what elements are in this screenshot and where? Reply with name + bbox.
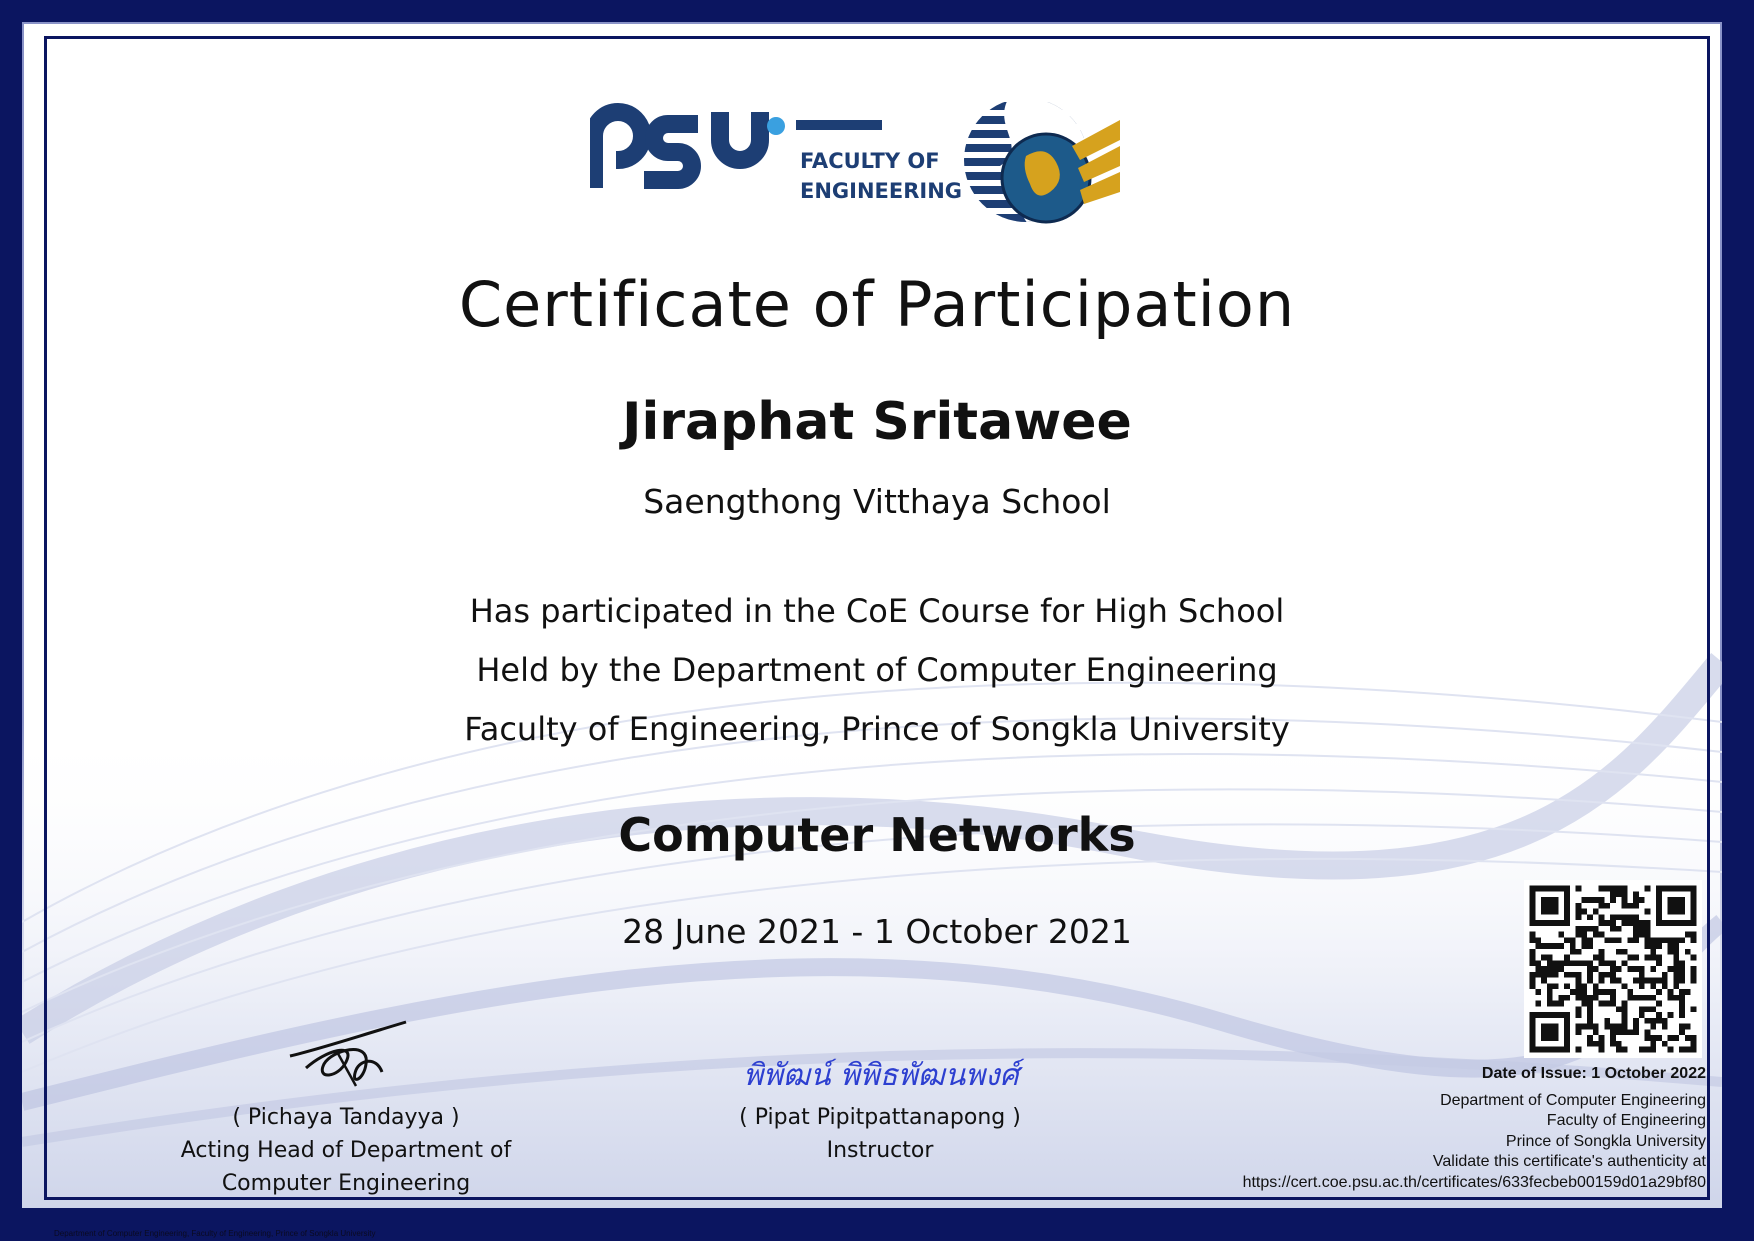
engineering-emblem (964, 96, 1120, 226)
course-dates: 28 June 2021 - 1 October 2021 (622, 912, 1132, 951)
signatory-name: ( Pichaya Tandayya ) (232, 1105, 460, 1130)
issuer-faculty: Faculty of Engineering (1546, 1112, 1706, 1129)
issue-info (1243, 1064, 1706, 1193)
recipient-school: Saengthong Vitthaya School (643, 482, 1111, 521)
faculty-logo-text-2: ENGINEERING (800, 179, 963, 203)
signature-block-head (150, 1101, 542, 1200)
faculty-logo-text-1: FACULTY OF (800, 149, 940, 173)
signature-block-instructor (680, 1101, 1080, 1167)
validate-url-link[interactable]: https://cert.coe.psu.ac.th/certificates/633fecbeb00159d01a29bf80 (1242, 1173, 1706, 1191)
footer-text: Department of Computer Engineering, Faculty of Engineering, Prince of Songkla University (54, 1229, 376, 1238)
date-of-issue: Date of Issue: 1 October 2022 (1481, 1065, 1706, 1082)
signatory-title: Acting Head of Department of (180, 1138, 512, 1163)
psu-logo (590, 96, 1180, 236)
participation-line-1: Has participated in the CoE Course for High School (469, 592, 1285, 630)
issuer-department: Department of Computer Engineering (1440, 1091, 1706, 1109)
header-logos (590, 96, 1180, 236)
signatory-name: ( Pipat Pipitpattanapong ) (739, 1105, 1021, 1130)
participation-line-2: Held by the Department of Computer Engineering (476, 651, 1278, 689)
certificate-title: Certificate of Participation (458, 268, 1296, 341)
validate-text: Validate this certificate's authenticity at (1432, 1153, 1706, 1170)
signature-1 (286, 1020, 416, 1090)
signature-2: พิพัฒน์ พิพิธพัฒนพงศ์ (743, 1058, 1019, 1093)
recipient-name: Jiraphat Sritawee (622, 392, 1132, 452)
signatory-title: Instructor (826, 1138, 934, 1163)
verification-qr-code[interactable] (1524, 880, 1702, 1058)
course-name: Computer Networks (618, 808, 1136, 862)
issuer-university: Prince of Songkla University (1505, 1132, 1706, 1150)
participation-line-3: Faculty of Engineering, Prince of Songkla University (464, 710, 1290, 748)
signatory-title: Computer Engineering (221, 1171, 471, 1196)
